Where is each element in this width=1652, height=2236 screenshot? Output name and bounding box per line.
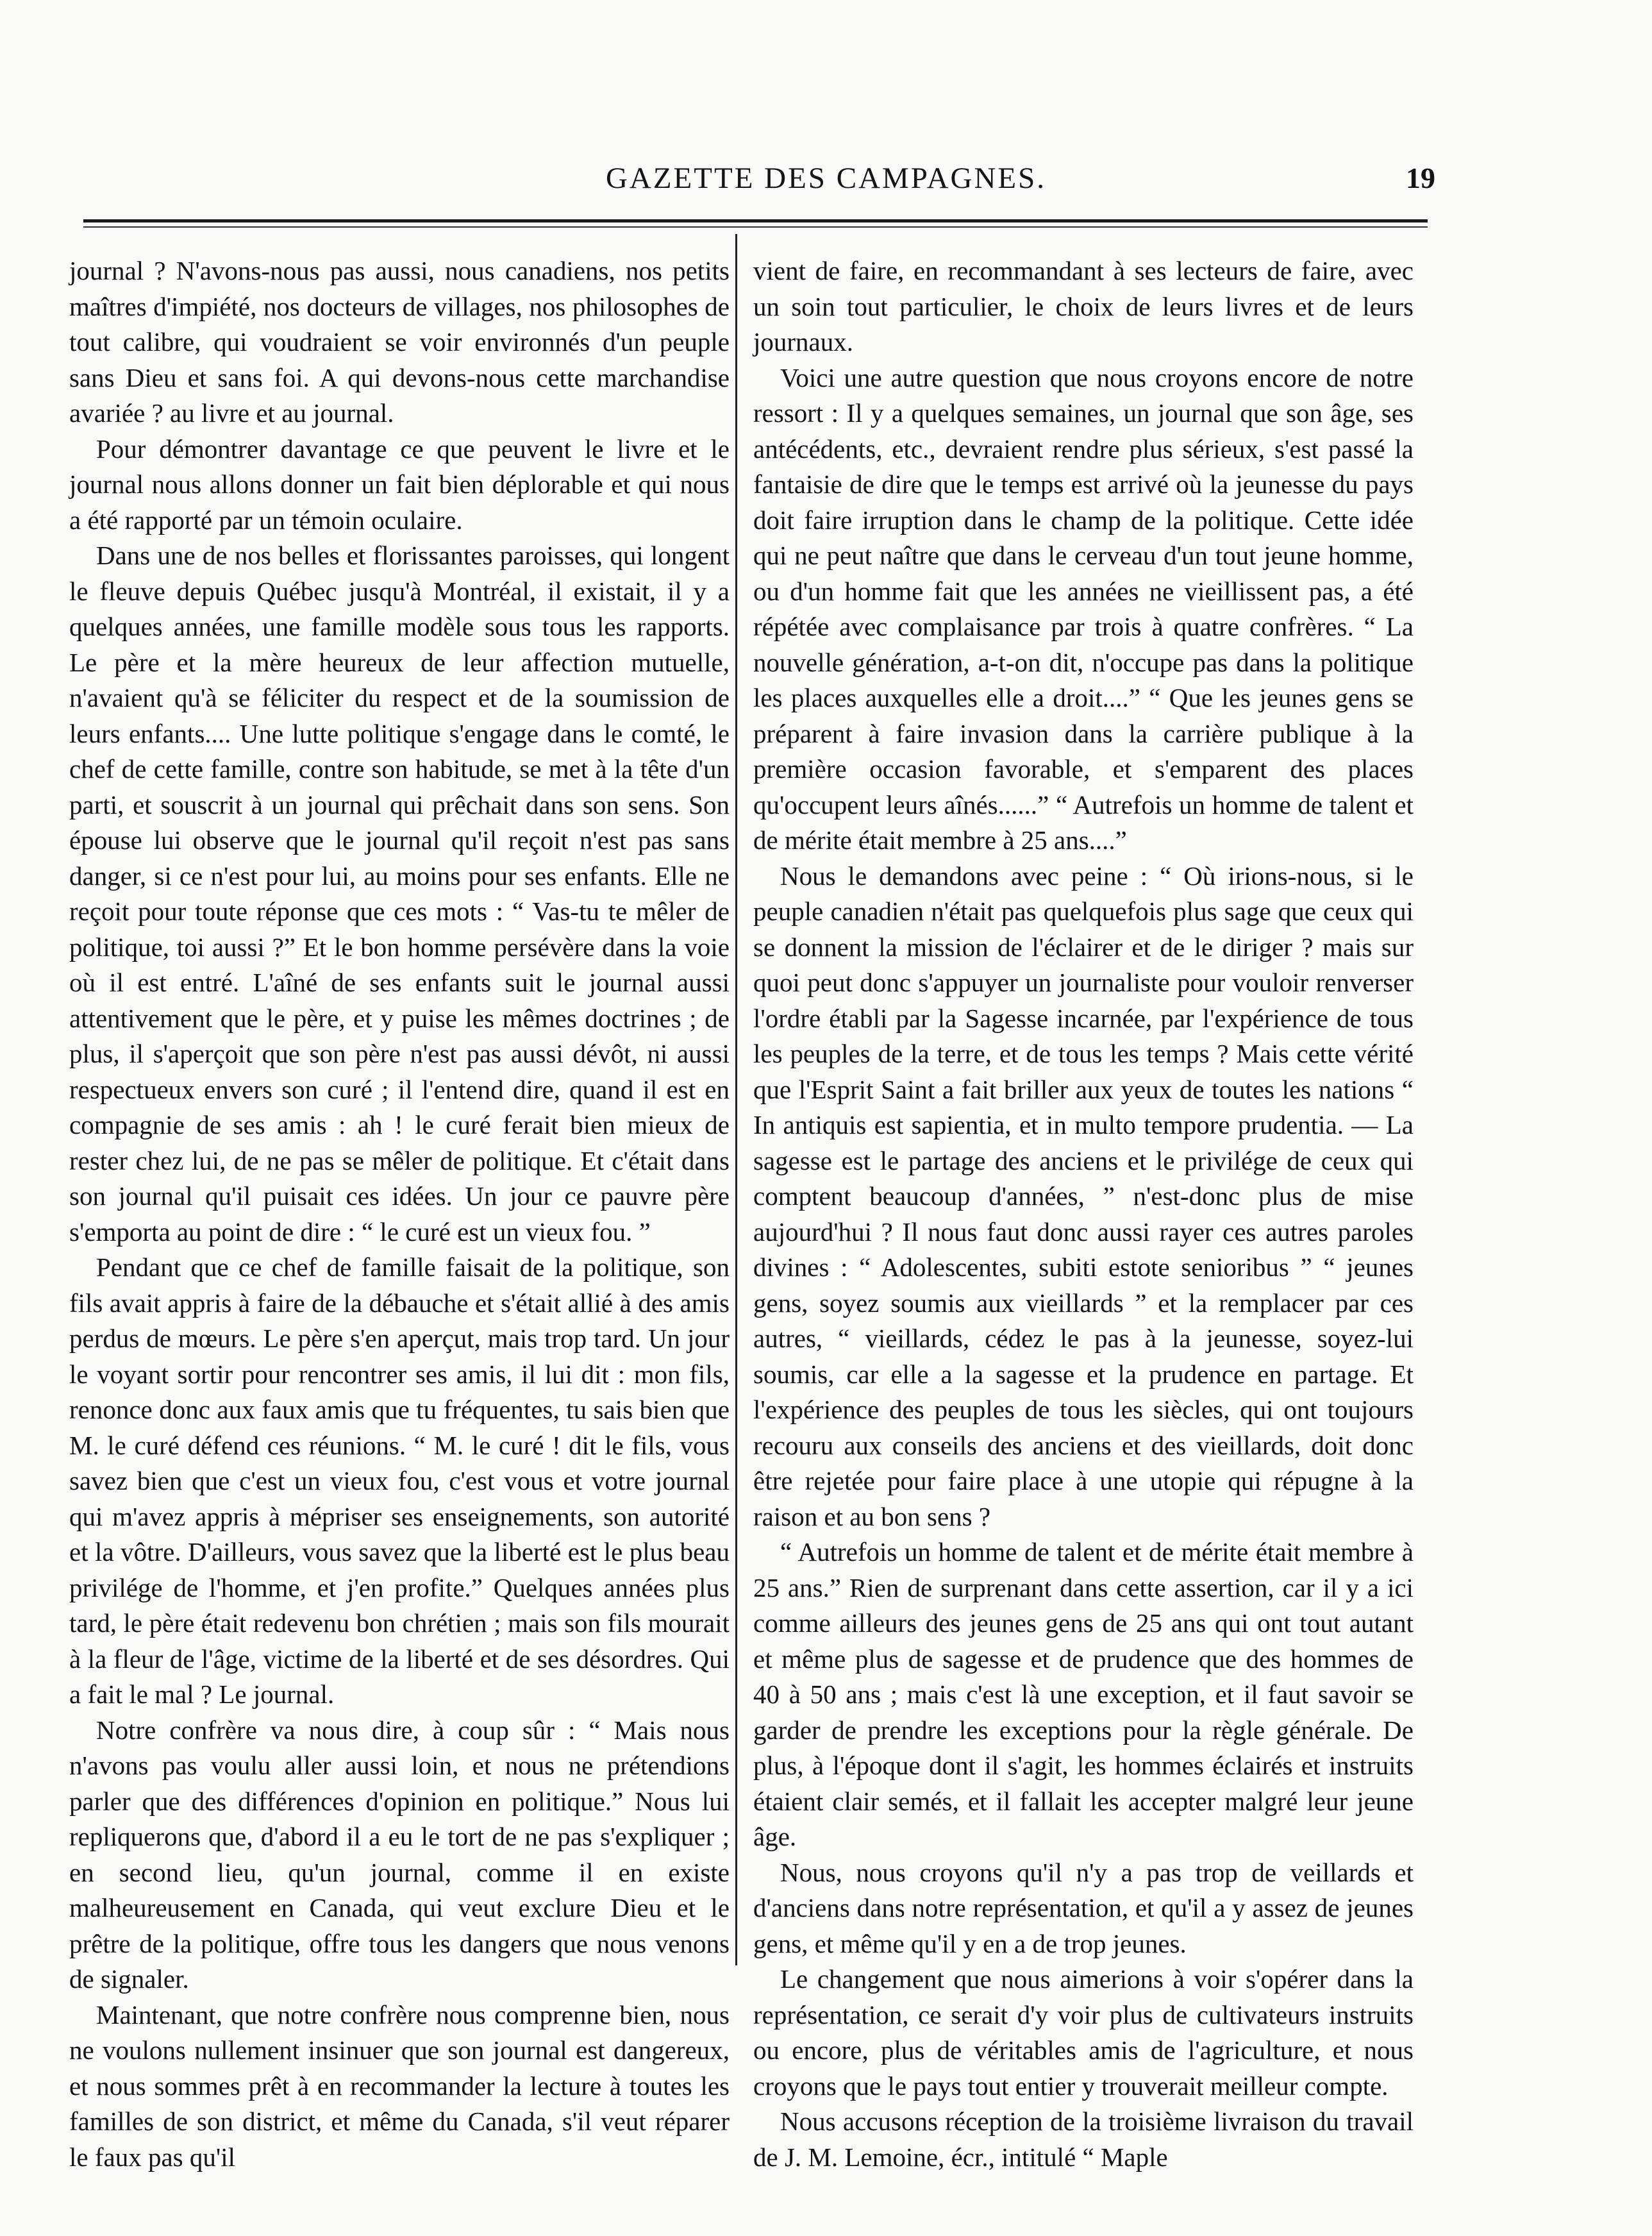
- paragraph: Maintenant, que notre confrère nous comprenne bien, nous ne voulons nullement insinuer que son journal est dangereux, et nous sommes prêt à en recommander la lecture à toutes les familles de son district, et même du Canada, s'il veut réparer le faux pas qu'il: [69, 1999, 730, 2172]
- paragraph: Notre confrère va nous dire, à coup sûr : “ Mais nous n'avons pas voulu aller aussi loin, et nous ne prétendions parler que des différences d'opinion en politique.” Nous lui repliquerons que, d'abord il a eu le tort de ne pas s'expliquer ; en second lieu, qu'un journal, comme il en existe malheureusement en Canada, qui veut exclure Dieu et le prêtre de la politique, offre tous les dangers que nous venons de signaler.: [69, 1715, 730, 1994]
- left-column: [69, 253, 730, 2175]
- paragraph: “ Autrefois un homme de talent et de mérite était membre à 25 ans.” Rien de surprenant dans cette assertion, car il y a ici comme ailleurs des jeunes gens de 25 ans qui ont tout autant et même plus de sagesse et de prudence que des hommes de 40 à 50 ans ; mais c'est là une exception, et il faut savoir se garder de prendre les exceptions pour la règle générale. De plus, à l'époque dont il s'agit, les hommes éclairés et instruits étaient clair semés, et il fallait les accepter malgré leur jeune âge.: [753, 1537, 1414, 1851]
- page-number: 19: [1406, 162, 1435, 194]
- running-title: GAZETTE DES CAMPAGNES.: [605, 162, 1047, 195]
- paragraph: Voici une autre question que nous croyons encore de notre ressort : Il y a quelques semaines, un journal que son âge, ses antécédents, etc., devraient rendre plus sérieux, s'est passé la fantaisie de dire que le temps est arrivé où la jeunesse du pays doit faire irruption dans le champ de la politique. Cette idée qui ne peut naître que dans le cerveau d'un tout jeune homme, ou d'un homme fait que les années ne vieillissent pas, a été répétée avec complaisance par trois à quatre confrères. “ La nouvelle génération, a-t-on dit, n'occupe pas dans la politique les places auxquelles elle a droit....” “ Que les jeunes gens se préparent à faire invasion dans la carrière publique à la première occasion favorable, et s'emparent des places qu'occupent leurs aînés......” “ Autrefois un homme de talent et de mérite était membre à 25 ans....”: [753, 362, 1414, 855]
- paragraph: Dans une de nos belles et florissantes paroisses, qui longent le fleuve depuis Québec jusqu'à Montréal, il existait, il y a quelques années, une famille modèle sous tous les rapports. Le père et la mère heureux de leur affection mutuelle, n'avaient qu'à se féliciter du respect et de la soumission de leurs enfants.... Une lutte politique s'engage dans le comté, le chef de cette famille, contre son habitude, se met à la tête d'un parti, et souscrit à un journal qui prêchait dans son sens. Son épouse lui observe que le journal qu'il reçoit n'est pas sans danger, si ce n'est pour lui, au moins pour ses enfants. Elle ne reçoit pour toute réponse que ces mots : “ Vas-tu te mêler de politique, toi aussi ?” Et le bon homme persévère dans la voie où il est entré. L'aîné de ses enfants suit le journal aussi attentivement que le père, et y puise les mêmes doctrines ; de plus, il s'aperçoit que son père n'est pas aussi dévôt, ni aussi respectueux envers son curé ; il l'entend dire, quand il est en compagnie de ses amis : ah ! le curé ferait bien mieux de rester chez lui, de ne pas se mêler de politique. Et c'était dans son journal qu'il puisait ces idées. Un jour ce pauvre père s'emporta au point de dire : “ le curé est un vieux fou. ”: [69, 541, 730, 1247]
- paragraph: Nous accusons réception de la troisième livraison du travail de J. M. Lemoine, écr., intitulé “ Maple: [753, 2106, 1414, 2172]
- paragraph: vient de faire, en recommandant à ses lecteurs de faire, avec un soin tout particulier, le choix de leurs livres et de leurs journaux.: [753, 256, 1414, 357]
- column-divider: [735, 234, 737, 1965]
- right-column: [753, 253, 1414, 2175]
- paragraph: journal ? N'avons-nous pas aussi, nous canadiens, nos petits maîtres d'impiété, nos docteurs de villages, nos philosophes de tout calibre, qui voudraient se voir environnés d'un peuple sans Dieu et sans foi. A qui devons-nous cette marchandise avariée ? au livre et au journal.: [69, 256, 730, 428]
- page-header: [0, 159, 1652, 198]
- paragraph: Pendant que ce chef de famille faisait de la politique, son fils avait appris à faire de la débauche et s'était allié à des amis perdus de mœurs. Le père s'en aperçut, mais trop tard. Un jour le voyant sortir pour rencontrer ses amis, il lui dit : mon fils, renonce donc aux faux amis que tu fréquentes, tu sais bien que M. le curé défend ces réunions. “ M. le curé ! dit le fils, vous savez bien que c'est un vieux fou, c'est vous et votre journal qui m'avez appris à mépriser ses enseignements, son autorité et la vôtre. D'ailleurs, vous savez que la liberté est le plus beau privilége de l'homme, et j'en profite.” Quelques années plus tard, le père était redevenu bon chrétien ; mais son fils mourait à la fleur de l'âge, victime de la liberté et de ses désordres. Qui a fait le mal ? Le journal.: [69, 1252, 730, 1709]
- paragraph: Nous le demandons avec peine : “ Où irions-nous, si le peuple canadien n'était pas quelquefois plus sage que ceux qui se donnent la mission de l'éclairer et de le diriger ? mais sur quoi peut donc s'appuyer un journaliste pour vouloir renverser l'ordre établi par la Sagesse incarnée, par l'expérience de tous les peuples de la terre, et de tous les temps ? Mais cette vérité que l'Esprit Saint a fait briller aux yeux de toutes les nations “ In antiquis est sapientia, et in multo tempore prudentia. — La sagesse est le partage des anciens et le privilége de ceux qui comptent beaucoup d'années, ” n'est-donc plus de mise aujourd'hui ? Il nous faut donc aussi rayer ces autres paroles divines : “ Adolescentes, subiti estote senioribus ” “ jeunes gens, soyez soumis aux vieillards ” et la remplacer par ces autres, “ vieillards, cédez le pas à la jeunesse, soyez-lui soumis, car elle a la sagesse et la prudence en partage. Et l'expérience des peuples de tous les siècles, qui ont toujours recouru aux conseils des anciens et des vieillards, doit donc être rejetée pour faire place à une utopie qui répugne à la raison et au bon sens ?: [753, 861, 1414, 1531]
- paragraph: Nous, nous croyons qu'il n'y a pas trop de veillards et d'anciens dans notre représentation, et qu'il a y assez de jeunes gens, et même qu'il y en a de trop jeunes.: [753, 1857, 1414, 1958]
- paragraph: Pour démontrer davantage ce que peuvent le livre et le journal nous allons donner un fait bien déplorable et qui nous a été rapporté par un témoin oculaire.: [69, 433, 730, 535]
- header-rule-thin: [83, 226, 1428, 228]
- header-rule: [83, 219, 1428, 223]
- paragraph: Le changement que nous aimerions à voir s'opérer dans la représentation, ce serait d'y voir plus de cultivateurs instruits ou encore, plus de véritables amis de l'agriculture, et nous croyons que le pays tout entier y trouverait meilleur compte.: [753, 1964, 1414, 2101]
